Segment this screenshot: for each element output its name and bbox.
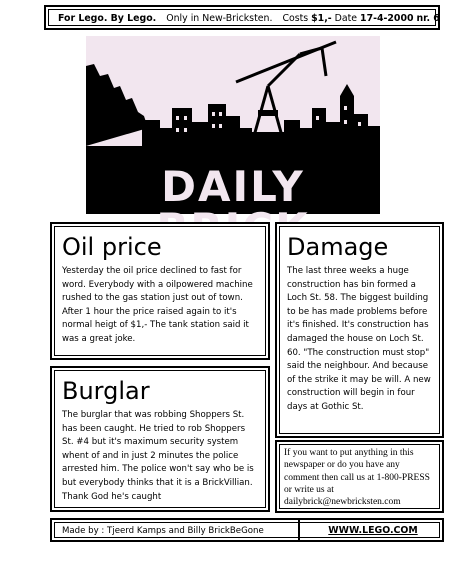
header-tagline: For Lego. By Lego. xyxy=(58,13,157,24)
website-link[interactable]: WWW.LEGO.COM xyxy=(298,520,446,542)
article-oil-price-body: Yesterday the oil price declined to fast for word. Everybody with a oilpowered machine rushed to the gas station just out of town. After 1 hour the price raised again to it's normal heigt of $1,- The tank station said it was a great joke. xyxy=(62,266,253,344)
header-location: Only in New-Bricksten. xyxy=(166,13,273,24)
article-damage-title: Damage xyxy=(287,233,389,261)
contact-ad-box xyxy=(275,440,444,513)
footer-credits: Made by : Tjeerd Kamps and Billy BrickBeGone xyxy=(62,526,264,536)
article-burglar-body: The burglar that was robbing Shoppers St. has been caught. He tried to rob Shoppers St. #4 but it's maximum security system whent of and in just 2 minutes the police arrested him. The police won't say who be is but everybody thinks that it is a BrickVillian. Thank God he's caught xyxy=(62,410,254,502)
header-issue: nr. 6 xyxy=(416,13,440,24)
header-date: 17-4-2000 xyxy=(360,13,414,24)
header-date-label: Date xyxy=(334,13,358,24)
header-price: $1,- xyxy=(311,13,332,24)
article-oil-price xyxy=(50,222,270,360)
footer-strip xyxy=(50,518,444,542)
article-burglar-title: Burglar xyxy=(62,377,150,405)
article-damage xyxy=(275,222,444,438)
header-row xyxy=(58,13,440,24)
article-burglar xyxy=(50,366,270,512)
article-oil-price-title: Oil price xyxy=(62,233,162,261)
header-strip xyxy=(44,5,440,30)
header-costs-label: Costs xyxy=(282,13,309,24)
masthead xyxy=(86,36,380,214)
masthead-title: DAILY xyxy=(161,162,305,211)
contact-ad-text: If you want to put anything in this newspaper or do you have any comment then call us at 1-800-PRESS or write us at dailybrick@newbricksten.com xyxy=(284,448,430,508)
article-damage-body: The last three weeks a huge construction has bin formed a Loch St. 58. The biggest building to be has made problems before it's finished. It's construction has damaged the house on Loch St. 60. "The construction must stop" said the neighbour. And because of the strike it may be will. A new construction will begin in four days at Gothic St. xyxy=(287,266,431,412)
